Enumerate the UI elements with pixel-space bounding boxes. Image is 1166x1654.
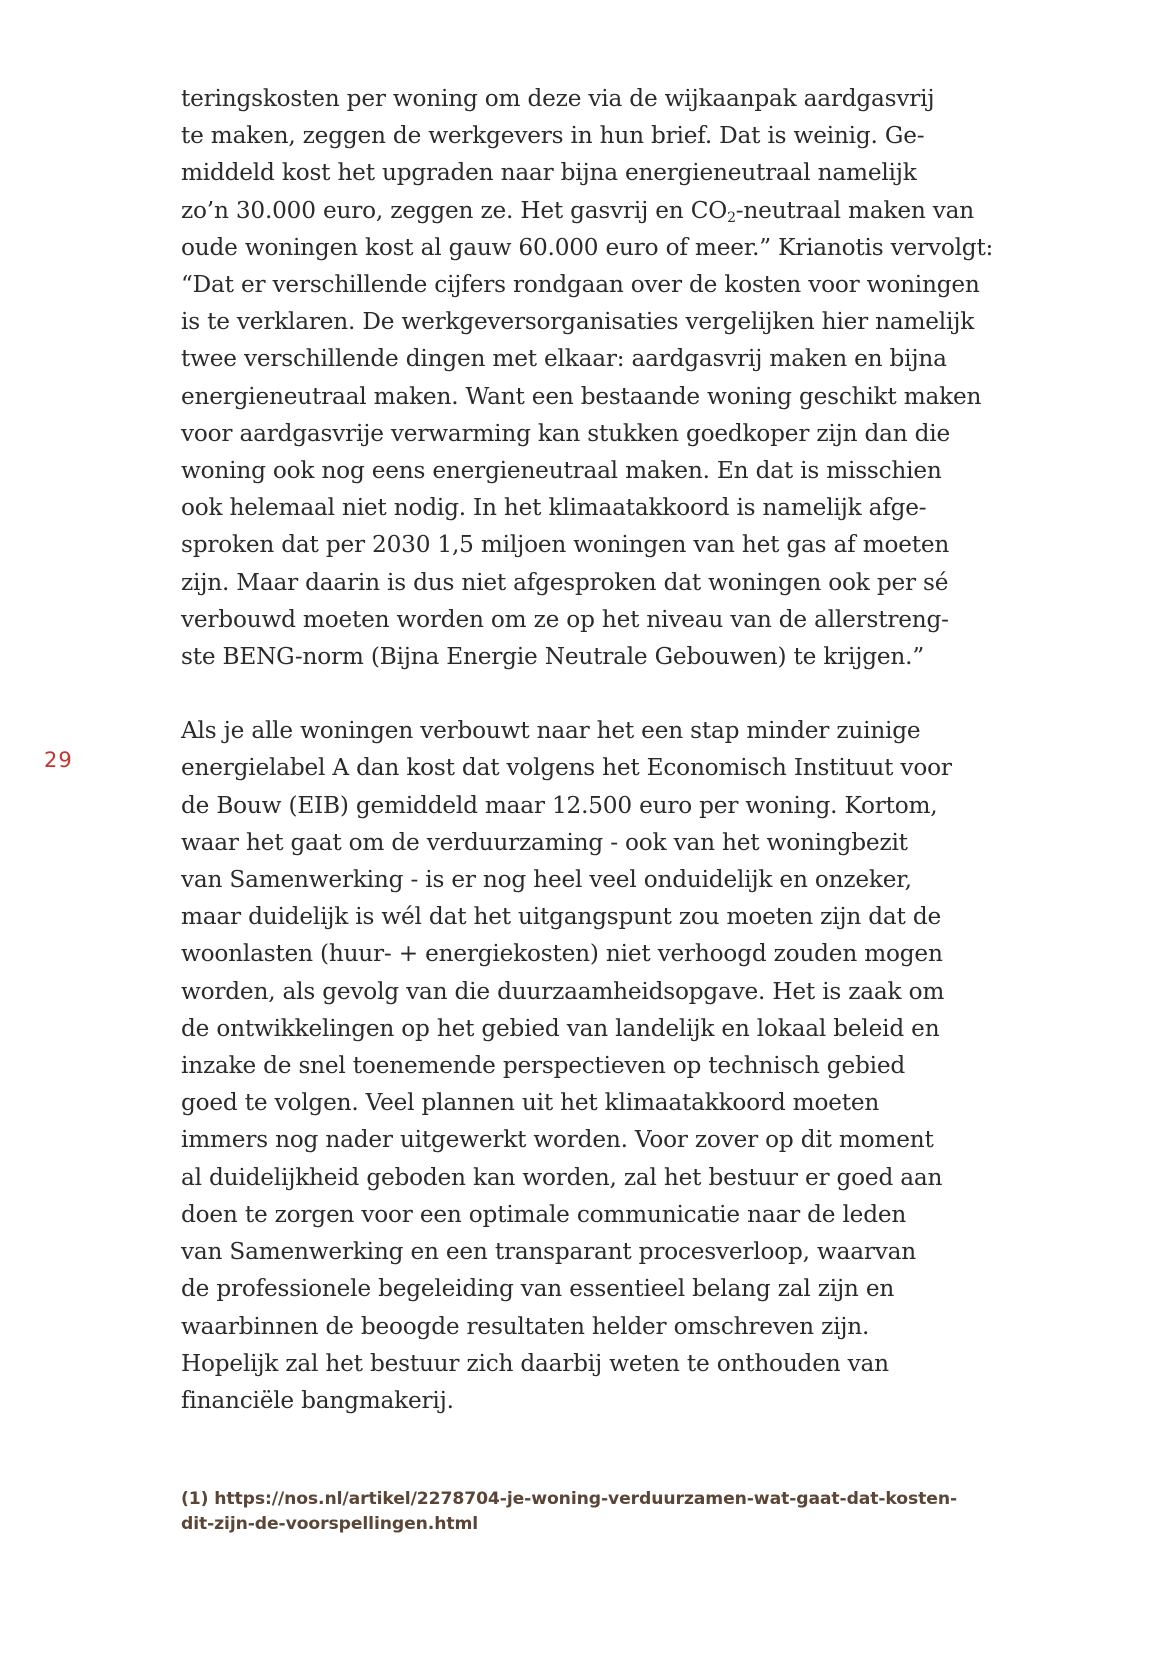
text-segment: -neutraal maken van (735, 196, 975, 224)
text-line: “Dat er verschillende cijfers rondgaan over de kosten voor woningen (181, 271, 980, 299)
text-line: middeld kost het upgraden naar bijna energieneutraal namelijk (181, 159, 917, 187)
text-line: Hopelijk zal het bestuur zich daarbij weten te onthouden van (181, 1349, 889, 1377)
text-line: waarbinnen de beoogde resultaten helder omschreven zijn. (181, 1312, 870, 1340)
text-line: de Bouw (EIB) gemiddeld maar 12.500 euro per woning. Kortom, (181, 791, 938, 819)
text-line: de professionele begeleiding van essentieel belang zal zijn en (181, 1275, 895, 1303)
text-line: voor aardgasvrije verwarming kan stukken goedkoper zijn dan die (181, 419, 951, 447)
text-line: worden, als gevolg van die duurzaamheidsopgave. Het is zaak om (181, 977, 945, 1005)
text-line: woonlasten (huur- + energiekosten) niet verhoogd zouden mogen (181, 940, 943, 968)
text-line: van Samenwerking - is er nog heel veel onduidelijk en onzeker, (181, 866, 912, 894)
text-line: al duidelijkheid geboden kan worden, zal het bestuur er goed aan (181, 1163, 943, 1191)
text-line: energieneutraal maken. Want een bestaande woning geschikt maken (181, 382, 982, 410)
text-line: de ontwikkelingen op het gebied van landelijk en lokaal beleid en (181, 1014, 940, 1042)
text-line: energielabel A dan kost dat volgens het Economisch Instituut voor (181, 754, 952, 782)
text-line: teringskosten per woning om deze via de wijkaanpak aardgasvrij (181, 85, 935, 112)
text-line: is te verklaren. De werkgeversorganisaties vergelijken hier namelijk (181, 308, 975, 336)
text-line: ook helemaal niet nodig. In het klimaatakkoord is namelijk afge- (181, 494, 927, 522)
text-line: zijn. Maar daarin is dus niet afgesproken dat woningen ook per sé (181, 568, 949, 596)
paragraph-quote-continuation (181, 80, 1061, 675)
paragraph-conclusion (181, 712, 1061, 1419)
text-line: goed te volgen. Veel plannen uit het klimaatakkoord moeten (181, 1089, 880, 1117)
text-line: van Samenwerking en een transparant procesverloop, waarvan (181, 1238, 917, 1266)
footnote-line[interactable]: (1) https://nos.nl/artikel/2278704-je-woning-verduurzamen-wat-gaat-dat-kosten- (181, 1489, 957, 1509)
subscript: 2 (727, 209, 736, 226)
text-line: waar het gaat om de verduurzaming - ook van het woningbezit (181, 828, 908, 856)
text-line: Als je alle woningen verbouwt naar het een stap minder zuinige (181, 717, 921, 745)
text-line: verbouwd moeten worden om ze op het niveau van de allerstreng- (181, 605, 949, 633)
text-segment: zo’n 30.000 euro, zeggen ze. Het gasvrij en CO (181, 196, 728, 224)
page-number: 29 (44, 748, 73, 772)
footnote-line[interactable]: dit-zijn-de-voorspellingen.html (181, 1514, 479, 1534)
footnote-link[interactable] (181, 1487, 1061, 1537)
text-line: sproken dat per 2030 1,5 miljoen woningen van het gas af moeten (181, 531, 950, 559)
text-line: ste BENG-norm (Bijna Energie Neutrale Gebouwen) te krijgen.” (181, 643, 924, 671)
text-line: immers nog nader uitgewerkt worden. Voor zover op dit moment (181, 1126, 934, 1154)
text-line: oude woningen kost al gauw 60.000 euro of meer.” Krianotis vervolgt: (181, 233, 994, 261)
text-line: maar duidelijk is wél dat het uitgangspunt zou moeten zijn dat de (181, 903, 941, 931)
body-column (181, 80, 1061, 1419)
text-line: te maken, zeggen de werkgevers in hun brief. Dat is weinig. Ge- (181, 122, 925, 150)
text-line: inzake de snel toenemende perspectieven op technisch gebied (181, 1052, 905, 1080)
text-line-co2 (181, 192, 1061, 229)
text-line: twee verschillende dingen met elkaar: aardgasvrij maken en bijna (181, 345, 947, 373)
text-line: doen te zorgen voor een optimale communicatie naar de leden (181, 1200, 907, 1228)
text-line: woning ook nog eens energieneutraal maken. En dat is misschien (181, 457, 942, 485)
text-line: financiële bangmakerij. (181, 1386, 454, 1414)
